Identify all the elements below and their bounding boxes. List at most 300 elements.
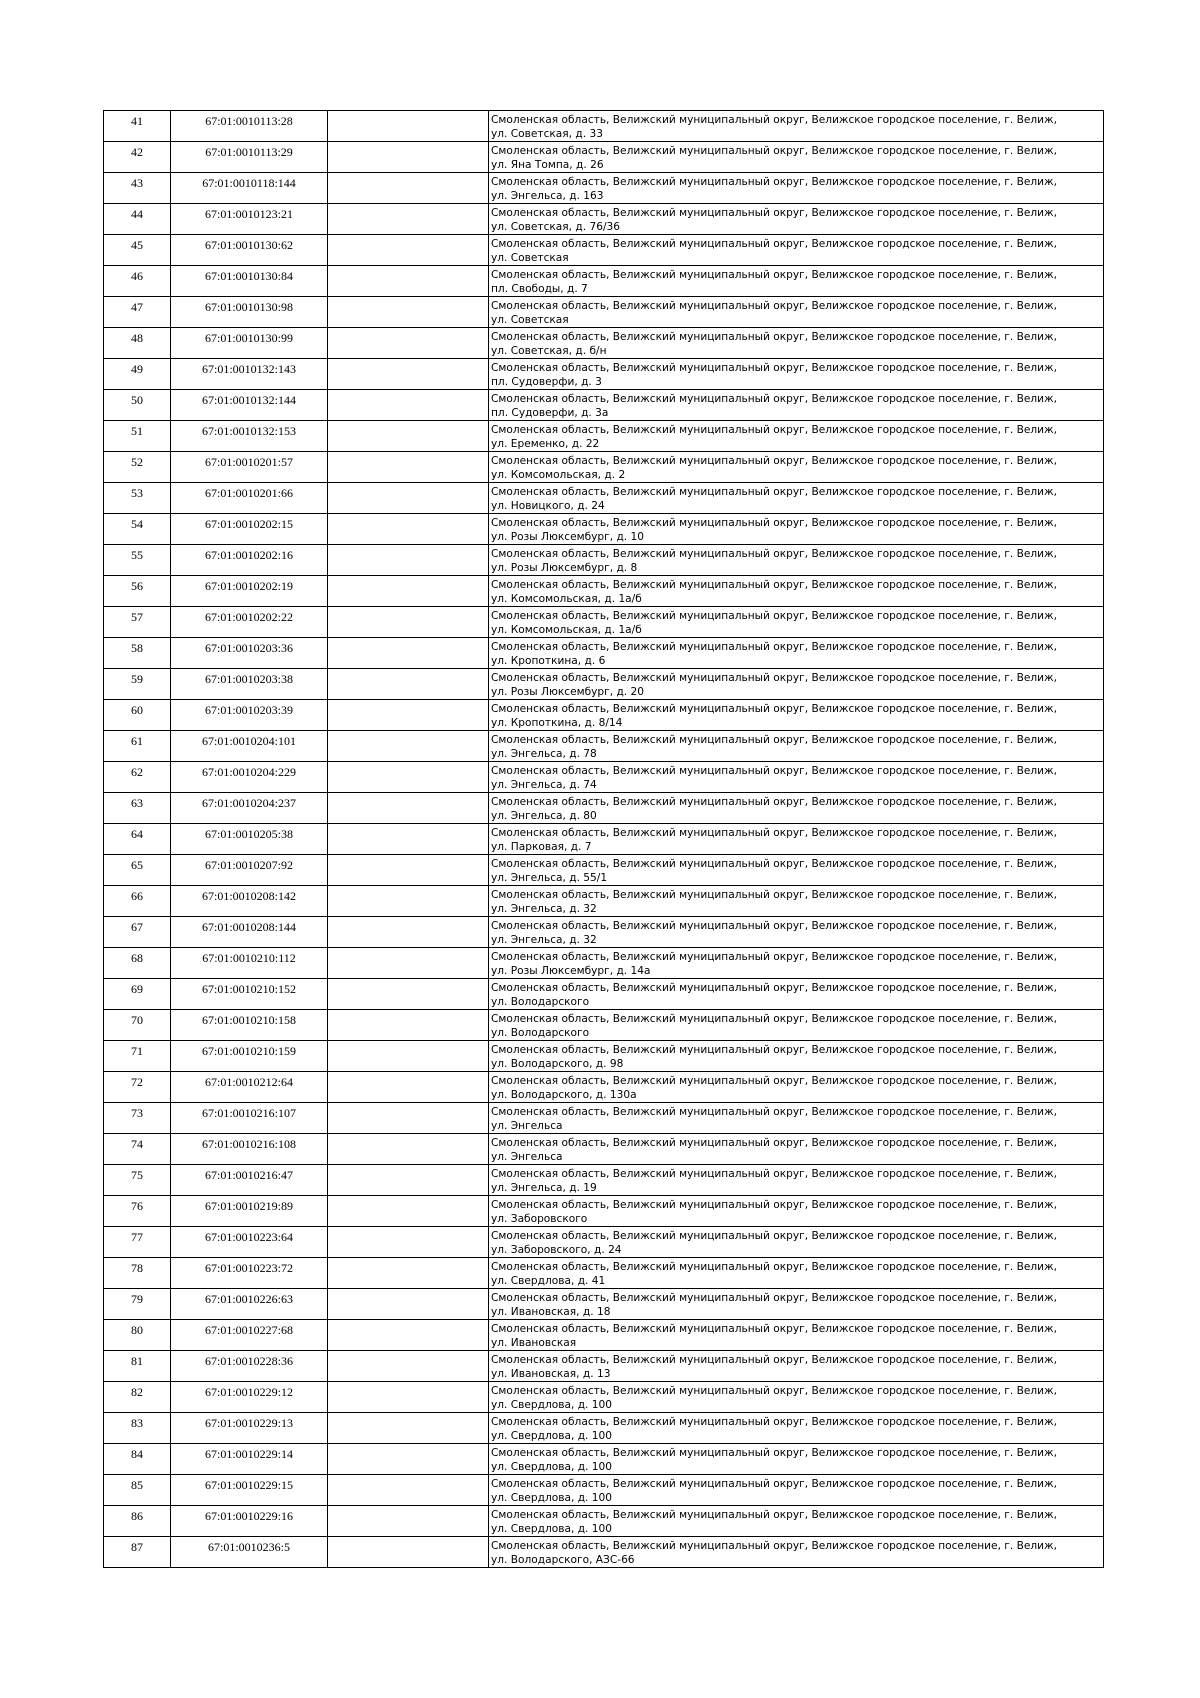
address-line-street: пл. Судоверфи, д. 3	[491, 375, 602, 388]
address-cell	[489, 266, 1104, 297]
row-number-cell: 74	[104, 1134, 171, 1165]
empty-cell	[328, 979, 489, 1010]
table-row	[104, 1506, 1104, 1537]
empty-cell	[328, 1382, 489, 1413]
address-cell	[489, 1382, 1104, 1413]
address-line-region: Смоленская область, Велижский муниципальный округ, Велижское городское поселение, г. Велиж,	[491, 1261, 1057, 1273]
address-line-region: Смоленская область, Велижский муниципальный округ, Велижское городское поселение, г. Велиж,	[491, 486, 1057, 498]
address-line-street: ул. Энгельса, д. 80	[491, 809, 597, 822]
empty-cell	[328, 235, 489, 266]
table-body	[104, 111, 1104, 1568]
row-number-cell: 41	[104, 111, 171, 142]
address-line-region: Смоленская область, Велижский муниципальный округ, Велижское городское поселение, г. Велиж,	[491, 579, 1057, 591]
row-number-cell: 55	[104, 545, 171, 576]
row-number-cell: 66	[104, 886, 171, 917]
cadastral-number-cell: 67:01:0010236:5	[171, 1537, 328, 1568]
row-number-cell: 52	[104, 452, 171, 483]
row-number-cell: 83	[104, 1413, 171, 1444]
address-cell	[489, 204, 1104, 235]
table-row	[104, 1351, 1104, 1382]
cadastral-number-cell: 67:01:0010204:229	[171, 762, 328, 793]
address-line-region: Смоленская область, Велижский муниципальный округ, Велижское городское поселение, г. Велиж,	[491, 610, 1057, 622]
row-number-cell: 42	[104, 142, 171, 173]
row-number-cell: 46	[104, 266, 171, 297]
address-line-street: ул. Советская, д. 76/36	[491, 220, 620, 233]
empty-cell	[328, 700, 489, 731]
address-cell	[489, 762, 1104, 793]
row-number-cell: 47	[104, 297, 171, 328]
row-number-cell: 78	[104, 1258, 171, 1289]
address-cell	[489, 917, 1104, 948]
row-number-cell: 56	[104, 576, 171, 607]
address-cell	[489, 545, 1104, 576]
address-line-region: Смоленская область, Велижский муниципальный округ, Велижское городское поселение, г. Велиж,	[491, 920, 1057, 932]
cadastral-number-cell: 67:01:0010216:47	[171, 1165, 328, 1196]
row-number-cell: 84	[104, 1444, 171, 1475]
table-row	[104, 607, 1104, 638]
table-row	[104, 793, 1104, 824]
table-row	[104, 514, 1104, 545]
table-row	[104, 700, 1104, 731]
address-line-region: Смоленская область, Велижский муниципальный округ, Велижское городское поселение, г. Велиж,	[491, 1044, 1057, 1056]
cadastral-number-cell: 67:01:0010228:36	[171, 1351, 328, 1382]
cadastral-number-cell: 67:01:0010132:144	[171, 390, 328, 421]
cadastral-number-cell: 67:01:0010229:14	[171, 1444, 328, 1475]
table-row	[104, 142, 1104, 173]
address-line-region: Смоленская область, Велижский муниципальный округ, Велижское городское поселение, г. Велиж,	[491, 889, 1057, 901]
empty-cell	[328, 111, 489, 142]
address-line-region: Смоленская область, Велижский муниципальный округ, Велижское городское поселение, г. Велиж,	[491, 1292, 1057, 1304]
address-line-street: ул. Володарского, д. 98	[491, 1057, 624, 1070]
address-cell	[489, 173, 1104, 204]
cadastral-number-cell: 67:01:0010202:16	[171, 545, 328, 576]
empty-cell	[328, 1320, 489, 1351]
address-line-street: ул. Володарского, АЗС-66	[491, 1553, 635, 1566]
table-row	[104, 762, 1104, 793]
table-row	[104, 545, 1104, 576]
table-row	[104, 1537, 1104, 1568]
table-row	[104, 638, 1104, 669]
address-cell	[489, 1320, 1104, 1351]
address-line-region: Смоленская область, Велижский муниципальный округ, Велижское городское поселение, г. Велиж,	[491, 331, 1057, 343]
empty-cell	[328, 204, 489, 235]
cadastral-number-cell: 67:01:0010201:57	[171, 452, 328, 483]
cadastral-number-cell: 67:01:0010210:112	[171, 948, 328, 979]
cadastral-number-cell: 67:01:0010130:99	[171, 328, 328, 359]
address-line-region: Смоленская область, Велижский муниципальный округ, Велижское городское поселение, г. Велиж,	[491, 796, 1057, 808]
address-line-street: ул. Свердлова, д. 100	[491, 1491, 612, 1504]
address-line-region: Смоленская область, Велижский муниципальный округ, Велижское городское поселение, г. Велиж,	[491, 424, 1057, 436]
cadastral-number-cell: 67:01:0010205:38	[171, 824, 328, 855]
row-number-cell: 70	[104, 1010, 171, 1041]
table-row	[104, 390, 1104, 421]
address-line-street: ул. Розы Люксембург, д. 8	[491, 561, 638, 574]
row-number-cell: 59	[104, 669, 171, 700]
address-cell	[489, 514, 1104, 545]
empty-cell	[328, 1103, 489, 1134]
address-line-street: ул. Советская	[491, 251, 569, 264]
empty-cell	[328, 514, 489, 545]
empty-cell	[328, 452, 489, 483]
address-cell	[489, 1351, 1104, 1382]
address-line-region: Смоленская область, Велижский муниципальный округ, Велижское городское поселение, г. Велиж,	[491, 517, 1057, 529]
table-row	[104, 421, 1104, 452]
table-row	[104, 886, 1104, 917]
empty-cell	[328, 855, 489, 886]
address-line-region: Смоленская область, Велижский муниципальный округ, Велижское городское поселение, г. Велиж,	[491, 1075, 1057, 1087]
address-line-street: ул. Володарского	[491, 995, 590, 1008]
empty-cell	[328, 390, 489, 421]
table-row	[104, 266, 1104, 297]
cadastral-number-cell: 67:01:0010202:22	[171, 607, 328, 638]
address-cell	[489, 1413, 1104, 1444]
table-row	[104, 483, 1104, 514]
row-number-cell: 81	[104, 1351, 171, 1382]
address-line-street: ул. Энгельса, д. 19	[491, 1181, 597, 1194]
address-line-street: ул. Свердлова, д. 100	[491, 1522, 612, 1535]
cadastral-number-cell: 67:01:0010223:72	[171, 1258, 328, 1289]
address-line-region: Смоленская область, Велижский муниципальный округ, Велижское городское поселение, г. Велиж,	[491, 238, 1057, 250]
table-row	[104, 111, 1104, 142]
table-row	[104, 1258, 1104, 1289]
row-number-cell: 65	[104, 855, 171, 886]
empty-cell	[328, 142, 489, 173]
empty-cell	[328, 328, 489, 359]
address-line-region: Смоленская область, Велижский муниципальный округ, Велижское городское поселение, г. Велиж,	[491, 1509, 1057, 1521]
table-row	[104, 1475, 1104, 1506]
cadastral-number-cell: 67:01:0010229:13	[171, 1413, 328, 1444]
address-line-region: Смоленская область, Велижский муниципальный округ, Велижское городское поселение, г. Велиж,	[491, 765, 1057, 777]
table-row	[104, 297, 1104, 328]
empty-cell	[328, 359, 489, 390]
empty-cell	[328, 1134, 489, 1165]
address-cell	[489, 1103, 1104, 1134]
cadastral-number-cell: 67:01:0010113:28	[171, 111, 328, 142]
row-number-cell: 49	[104, 359, 171, 390]
row-number-cell: 54	[104, 514, 171, 545]
table-row	[104, 669, 1104, 700]
address-line-street: ул. Розы Люксембург, д. 20	[491, 685, 644, 698]
address-line-region: Смоленская область, Велижский муниципальный округ, Велижское городское поселение, г. Велиж,	[491, 1354, 1057, 1366]
table-row	[104, 1227, 1104, 1258]
empty-cell	[328, 421, 489, 452]
empty-cell	[328, 545, 489, 576]
row-number-cell: 60	[104, 700, 171, 731]
row-number-cell: 86	[104, 1506, 171, 1537]
address-line-street: ул. Комсомольская, д. 1а/б	[491, 623, 642, 636]
table-row	[104, 1072, 1104, 1103]
table-row	[104, 979, 1104, 1010]
table-row	[104, 576, 1104, 607]
address-cell	[489, 483, 1104, 514]
property-table	[103, 110, 1104, 1568]
address-cell	[489, 142, 1104, 173]
cadastral-number-cell: 67:01:0010203:36	[171, 638, 328, 669]
address-cell	[489, 452, 1104, 483]
address-cell	[489, 1196, 1104, 1227]
address-cell	[489, 1537, 1104, 1568]
cadastral-number-cell: 67:01:0010203:39	[171, 700, 328, 731]
address-cell	[489, 1475, 1104, 1506]
address-line-region: Смоленская область, Велижский муниципальный округ, Велижское городское поселение, г. Велиж,	[491, 1323, 1057, 1335]
address-line-street: ул. Энгельса, д. 78	[491, 747, 597, 760]
address-line-region: Смоленская область, Велижский муниципальный округ, Велижское городское поселение, г. Велиж,	[491, 176, 1057, 188]
address-cell	[489, 1134, 1104, 1165]
row-number-cell: 64	[104, 824, 171, 855]
row-number-cell: 75	[104, 1165, 171, 1196]
address-cell	[489, 669, 1104, 700]
address-cell	[489, 328, 1104, 359]
address-line-region: Смоленская область, Велижский муниципальный округ, Велижское городское поселение, г. Велиж,	[491, 641, 1057, 653]
empty-cell	[328, 1351, 489, 1382]
row-number-cell: 69	[104, 979, 171, 1010]
empty-cell	[328, 576, 489, 607]
row-number-cell: 72	[104, 1072, 171, 1103]
address-cell	[489, 1072, 1104, 1103]
row-number-cell: 71	[104, 1041, 171, 1072]
address-line-region: Смоленская область, Велижский муниципальный округ, Велижское городское поселение, г. Велиж,	[491, 362, 1057, 374]
empty-cell	[328, 948, 489, 979]
empty-cell	[328, 607, 489, 638]
empty-cell	[328, 669, 489, 700]
table-row	[104, 1041, 1104, 1072]
address-line-street: ул. Розы Люксембург, д. 14а	[491, 964, 651, 977]
address-cell	[489, 1165, 1104, 1196]
table-row	[104, 824, 1104, 855]
address-line-street: ул. Розы Люксембург, д. 10	[491, 530, 644, 543]
address-cell	[489, 793, 1104, 824]
cadastral-number-cell: 67:01:0010219:89	[171, 1196, 328, 1227]
cadastral-number-cell: 67:01:0010132:153	[171, 421, 328, 452]
row-number-cell: 80	[104, 1320, 171, 1351]
address-line-region: Смоленская область, Велижский муниципальный округ, Велижское городское поселение, г. Велиж,	[491, 1168, 1057, 1180]
address-cell	[489, 1289, 1104, 1320]
cadastral-number-cell: 67:01:0010132:143	[171, 359, 328, 390]
cadastral-number-cell: 67:01:0010201:66	[171, 483, 328, 514]
cadastral-number-cell: 67:01:0010223:64	[171, 1227, 328, 1258]
address-line-street: ул. Яна Томпа, д. 26	[491, 158, 604, 171]
address-line-street: ул. Энгельса, д. 74	[491, 778, 597, 791]
address-line-region: Смоленская область, Велижский муниципальный округ, Велижское городское поселение, г. Велиж,	[491, 1478, 1057, 1490]
address-line-street: пл. Свободы, д. 7	[491, 282, 588, 295]
table-row	[104, 1165, 1104, 1196]
table-row	[104, 917, 1104, 948]
cadastral-number-cell: 67:01:0010203:38	[171, 669, 328, 700]
empty-cell	[328, 917, 489, 948]
address-line-street: ул. Заборовского	[491, 1212, 588, 1225]
address-cell	[489, 948, 1104, 979]
table-row	[104, 1320, 1104, 1351]
row-number-cell: 87	[104, 1537, 171, 1568]
address-line-region: Смоленская область, Велижский муниципальный округ, Велижское городское поселение, г. Велиж,	[491, 1199, 1057, 1211]
empty-cell	[328, 731, 489, 762]
address-cell	[489, 700, 1104, 731]
table-row	[104, 452, 1104, 483]
row-number-cell: 58	[104, 638, 171, 669]
address-line-region: Смоленская область, Велижский муниципальный округ, Велижское городское поселение, г. Велиж,	[491, 145, 1057, 157]
address-line-region: Смоленская область, Велижский муниципальный округ, Велижское городское поселение, г. Велиж,	[491, 1416, 1057, 1428]
address-cell	[489, 576, 1104, 607]
cadastral-number-cell: 67:01:0010202:19	[171, 576, 328, 607]
cadastral-number-cell: 67:01:0010130:98	[171, 297, 328, 328]
row-number-cell: 76	[104, 1196, 171, 1227]
address-line-region: Смоленская область, Велижский муниципальный округ, Велижское городское поселение, г. Велиж,	[491, 1013, 1057, 1025]
address-line-street: ул. Комсомольская, д. 2	[491, 468, 626, 481]
row-number-cell: 44	[104, 204, 171, 235]
address-line-region: Смоленская область, Велижский муниципальный округ, Велижское городское поселение, г. Велиж,	[491, 951, 1057, 963]
empty-cell	[328, 1506, 489, 1537]
table-row	[104, 328, 1104, 359]
empty-cell	[328, 1072, 489, 1103]
address-cell	[489, 359, 1104, 390]
cadastral-number-cell: 67:01:0010207:92	[171, 855, 328, 886]
address-line-region: Смоленская область, Велижский муниципальный округ, Велижское городское поселение, г. Велиж,	[491, 982, 1057, 994]
empty-cell	[328, 1196, 489, 1227]
table-row	[104, 1010, 1104, 1041]
table-row	[104, 731, 1104, 762]
row-number-cell: 50	[104, 390, 171, 421]
cadastral-number-cell: 67:01:0010113:29	[171, 142, 328, 173]
table-row	[104, 1196, 1104, 1227]
cadastral-number-cell: 67:01:0010208:142	[171, 886, 328, 917]
cadastral-number-cell: 67:01:0010130:62	[171, 235, 328, 266]
table-row	[104, 1289, 1104, 1320]
address-line-region: Смоленская область, Велижский муниципальный округ, Велижское городское поселение, г. Велиж,	[491, 827, 1057, 839]
address-line-street: ул. Володарского	[491, 1026, 590, 1039]
address-line-street: ул. Энгельса	[491, 1150, 563, 1163]
empty-cell	[328, 824, 489, 855]
table-row	[104, 173, 1104, 204]
address-line-street: ул. Еременко, д. 22	[491, 437, 600, 450]
address-cell	[489, 1258, 1104, 1289]
empty-cell	[328, 266, 489, 297]
address-line-region: Смоленская область, Велижский муниципальный округ, Велижское городское поселение, г. Велиж,	[491, 393, 1057, 405]
empty-cell	[328, 1227, 489, 1258]
table-row	[104, 1382, 1104, 1413]
address-line-street: ул. Заборовского, д. 24	[491, 1243, 622, 1256]
address-cell	[489, 1041, 1104, 1072]
address-line-region: Смоленская область, Велижский муниципальный округ, Велижское городское поселение, г. Велиж,	[491, 1106, 1057, 1118]
cadastral-number-cell: 67:01:0010227:68	[171, 1320, 328, 1351]
address-line-street: ул. Советская	[491, 313, 569, 326]
row-number-cell: 68	[104, 948, 171, 979]
address-cell	[489, 979, 1104, 1010]
row-number-cell: 57	[104, 607, 171, 638]
address-cell	[489, 1227, 1104, 1258]
address-cell	[489, 607, 1104, 638]
cadastral-number-cell: 67:01:0010210:152	[171, 979, 328, 1010]
cadastral-number-cell: 67:01:0010229:15	[171, 1475, 328, 1506]
address-line-region: Смоленская область, Велижский муниципальный округ, Велижское городское поселение, г. Велиж,	[491, 1137, 1057, 1149]
address-line-region: Смоленская область, Велижский муниципальный округ, Велижское городское поселение, г. Велиж,	[491, 1385, 1057, 1397]
row-number-cell: 48	[104, 328, 171, 359]
empty-cell	[328, 793, 489, 824]
row-number-cell: 82	[104, 1382, 171, 1413]
address-line-street: ул. Энгельса, д. 55/1	[491, 871, 608, 884]
cadastral-number-cell: 67:01:0010123:21	[171, 204, 328, 235]
address-cell	[489, 297, 1104, 328]
address-line-region: Смоленская область, Велижский муниципальный округ, Велижское городское поселение, г. Велиж,	[491, 207, 1057, 219]
table-row	[104, 948, 1104, 979]
cadastral-number-cell: 67:01:0010229:16	[171, 1506, 328, 1537]
cadastral-number-cell: 67:01:0010210:159	[171, 1041, 328, 1072]
row-number-cell: 73	[104, 1103, 171, 1134]
address-line-region: Смоленская область, Велижский муниципальный округ, Велижское городское поселение, г. Велиж,	[491, 858, 1057, 870]
address-line-street: ул. Советская, д. б/н	[491, 344, 607, 357]
address-cell	[489, 390, 1104, 421]
cadastral-number-cell: 67:01:0010208:144	[171, 917, 328, 948]
empty-cell	[328, 1537, 489, 1568]
cadastral-number-cell: 67:01:0010130:84	[171, 266, 328, 297]
empty-cell	[328, 483, 489, 514]
cadastral-number-cell: 67:01:0010229:12	[171, 1382, 328, 1413]
address-line-street: пл. Судоверфи, д. 3а	[491, 406, 609, 419]
address-cell	[489, 1010, 1104, 1041]
address-cell	[489, 235, 1104, 266]
address-line-street: ул. Комсомольская, д. 1а/б	[491, 592, 642, 605]
address-line-region: Смоленская область, Велижский муниципальный округ, Велижское городское поселение, г. Велиж,	[491, 300, 1057, 312]
address-line-street: ул. Свердлова, д. 100	[491, 1429, 612, 1442]
address-line-street: ул. Свердлова, д. 100	[491, 1398, 612, 1411]
row-number-cell: 77	[104, 1227, 171, 1258]
empty-cell	[328, 1413, 489, 1444]
address-cell	[489, 855, 1104, 886]
address-line-street: ул. Энгельса, д. 163	[491, 189, 604, 202]
empty-cell	[328, 1475, 489, 1506]
address-line-street: ул. Свердлова, д. 41	[491, 1274, 606, 1287]
address-line-street: ул. Ивановская	[491, 1336, 577, 1349]
address-line-street: ул. Энгельса	[491, 1119, 563, 1132]
address-line-street: ул. Кропоткина, д. 6	[491, 654, 606, 667]
address-cell	[489, 638, 1104, 669]
cadastral-number-cell: 67:01:0010226:63	[171, 1289, 328, 1320]
empty-cell	[328, 173, 489, 204]
row-number-cell: 61	[104, 731, 171, 762]
address-cell	[489, 111, 1104, 142]
address-line-region: Смоленская область, Велижский муниципальный округ, Велижское городское поселение, г. Велиж,	[491, 672, 1057, 684]
address-cell	[489, 731, 1104, 762]
empty-cell	[328, 1289, 489, 1320]
address-cell	[489, 1506, 1104, 1537]
address-line-street: ул. Володарского, д. 130а	[491, 1088, 637, 1101]
cadastral-number-cell: 67:01:0010216:107	[171, 1103, 328, 1134]
table-row	[104, 235, 1104, 266]
address-line-region: Смоленская область, Велижский муниципальный округ, Велижское городское поселение, г. Велиж,	[491, 548, 1057, 560]
address-line-street: ул. Энгельса, д. 32	[491, 902, 597, 915]
address-line-street: ул. Энгельса, д. 32	[491, 933, 597, 946]
table-row	[104, 1134, 1104, 1165]
address-cell	[489, 824, 1104, 855]
address-line-region: Смоленская область, Велижский муниципальный округ, Велижское городское поселение, г. Велиж,	[491, 703, 1057, 715]
empty-cell	[328, 1444, 489, 1475]
empty-cell	[328, 1258, 489, 1289]
cadastral-number-cell: 67:01:0010210:158	[171, 1010, 328, 1041]
row-number-cell: 62	[104, 762, 171, 793]
row-number-cell: 63	[104, 793, 171, 824]
table-row	[104, 855, 1104, 886]
table-row	[104, 1444, 1104, 1475]
address-line-region: Смоленская область, Велижский муниципальный округ, Велижское городское поселение, г. Велиж,	[491, 455, 1057, 467]
empty-cell	[328, 638, 489, 669]
address-line-street: ул. Советская, д. 33	[491, 127, 603, 140]
address-line-street: ул. Парковая, д. 7	[491, 840, 592, 853]
row-number-cell: 51	[104, 421, 171, 452]
cadastral-number-cell: 67:01:0010204:101	[171, 731, 328, 762]
cadastral-number-cell: 67:01:0010202:15	[171, 514, 328, 545]
cadastral-number-cell: 67:01:0010118:144	[171, 173, 328, 204]
cadastral-number-cell: 67:01:0010216:108	[171, 1134, 328, 1165]
row-number-cell: 79	[104, 1289, 171, 1320]
